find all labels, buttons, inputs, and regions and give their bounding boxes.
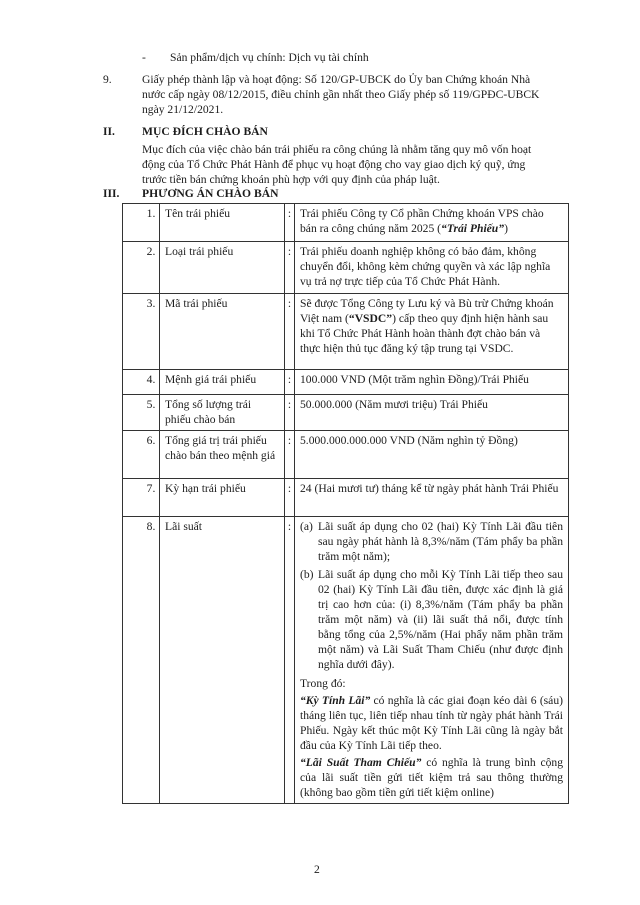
row-label: Kỳ hạn trái phiếu xyxy=(160,479,285,517)
row-label: Loại trái phiếu xyxy=(160,242,285,294)
table-row xyxy=(123,479,569,517)
row-value: 100.000 VND (Một trăm nghìn Đồng)/Trái Phiếu xyxy=(295,370,569,395)
item-9-line: Giấy phép thành lập và hoạt động: Số 120/GP-UBCK do Ủy ban Chứng khoán Nhà xyxy=(142,73,531,86)
item-9-line: nước cấp ngày 08/12/2015, điều chỉnh gần nhất theo Giấy phép số 119/GPĐC-UBCK xyxy=(142,88,540,101)
row-label: Tên trái phiếu xyxy=(160,204,285,242)
defined-term: “Kỳ Tính Lãi” xyxy=(300,694,371,707)
row-number: 4. xyxy=(123,370,160,395)
main-products-line: Sản phẩm/dịch vụ chính: Dịch vụ tài chính xyxy=(170,51,369,64)
definition-reference-rate xyxy=(300,755,563,800)
row-label: Mã trái phiếu xyxy=(160,294,285,370)
row-colon: : xyxy=(285,395,295,431)
table-row xyxy=(123,431,569,479)
interest-clause-b xyxy=(300,567,563,672)
row-number: 8. xyxy=(123,517,160,804)
section-2-title: MỤC ĐÍCH CHÀO BÁN xyxy=(142,125,268,138)
section-3-title: PHƯƠNG ÁN CHÀO BÁN xyxy=(142,187,279,200)
row-value: Trái phiếu doanh nghiệp không có bảo đảm, không chuyển đổi, không kèm chứng quyền và xác lập nghĩa vụ trả nợ trực tiếp của Tổ Chức Phát Hành. xyxy=(295,242,569,294)
clause-text: Lãi suất áp dụng cho mỗi Kỳ Tính Lãi tiếp theo sau 02 (hai) Kỳ Tính Lãi đầu tiên, được xác định là giá trị cao hơn của: (i) 8,3%/năm (Tám phẩy ba phần trăm một năm) và (ii) lãi suất thả nổi, được tính bằng tổng của 2,5%/năm (Hai phẩy năm phần trăm một năm) và Lãi Suất Tham Chiếu (như được định nghĩa dưới đây). xyxy=(318,568,563,671)
row-value xyxy=(295,517,569,804)
table-row xyxy=(123,294,569,370)
page-number: 2 xyxy=(314,863,320,876)
definitions-intro: Trong đó: xyxy=(300,677,346,690)
item-9-number: 9. xyxy=(103,73,112,86)
row-number: 6. xyxy=(123,431,160,479)
section-2-body xyxy=(142,142,572,187)
item-9-text xyxy=(142,72,572,117)
definition-text: có nghĩa là trung bình cộng của lãi suất tiền gửi tiết kiệm trả sau thông thường (không bao gồm tiền gửi tiết kiệm online) xyxy=(300,756,563,799)
row-colon: : xyxy=(285,204,295,242)
value-text-end: ) cấp theo quy định hiện hành sau khi Tổ Chức Phát Hành hoàn thành đợt chào bán và thực hiện thủ tục đăng ký tập trung tại VSDC. xyxy=(300,312,549,355)
row-number: 5. xyxy=(123,395,160,431)
row-value xyxy=(295,204,569,242)
row-label: Tổng giá trị trái phiếu chào bán theo mệnh giá xyxy=(160,431,285,479)
row-number: 3. xyxy=(123,294,160,370)
value-text-end: ) xyxy=(504,222,508,235)
section-2-line: Mục đích của việc chào bán trái phiếu ra công chúng là nhằm tăng quy mô vốn hoạt xyxy=(142,143,532,156)
row-colon: : xyxy=(285,242,295,294)
item-9-line: ngày 21/12/2021. xyxy=(142,103,224,116)
row-label: Lãi suất xyxy=(160,517,285,804)
clause-marker: (a) xyxy=(300,520,313,533)
row-label: Tổng số lượng trái phiếu chào bán xyxy=(160,395,285,431)
clause-text: Lãi suất áp dụng cho 02 (hai) Kỳ Tính Lãi đầu tiên sau ngày phát hành là 8,3%/năm (Tám phẩy ba phần trăm một năm); xyxy=(318,520,563,563)
table-row xyxy=(123,242,569,294)
definition-interest-period xyxy=(300,693,563,753)
clause-marker: (b) xyxy=(300,568,314,581)
value-defined-term: “VSDC” xyxy=(348,312,393,325)
row-number: 7. xyxy=(123,479,160,517)
row-label: Mệnh giá trái phiếu xyxy=(160,370,285,395)
definition-text: có nghĩa là các giai đoạn kéo dài 6 (sáu) tháng liên tục, liên tiếp nhau tính từ ngày phát hành Trái Phiếu. Ngày kết thúc một Kỳ Tính Lãi cũng là ngày bắt đầu của Kỳ Tính Lãi tiếp theo. xyxy=(300,694,563,752)
section-2-line: động của Tổ Chức Phát Hành để phục vụ hoạt động cho vay giao dịch ký quỹ, ứng xyxy=(142,158,526,171)
table-row xyxy=(123,517,569,804)
bullet-dash: - xyxy=(142,51,146,64)
row-number: 1. xyxy=(123,204,160,242)
value-text: Trái phiếu Công ty Cổ phần Chứng khoán VPS chào bán ra công chúng năm 2025 ( xyxy=(300,207,544,235)
offering-terms-table xyxy=(122,203,569,804)
row-number: 2. xyxy=(123,242,160,294)
row-colon: : xyxy=(285,294,295,370)
row-value: 24 (Hai mươi tư) tháng kể từ ngày phát hành Trái Phiếu xyxy=(295,479,569,517)
row-value: 5.000.000.000.000 VND (Năm nghìn tỷ Đồng) xyxy=(295,431,569,479)
row-colon: : xyxy=(285,370,295,395)
table-row xyxy=(123,370,569,395)
section-2-number: II. xyxy=(103,125,115,138)
value-text: Sẽ được Tổng Công ty Lưu ký và Bù trừ Chứng khoán Việt nam ( xyxy=(300,297,554,325)
defined-term: “Lãi Suất Tham Chiếu” xyxy=(300,756,422,769)
row-value xyxy=(295,294,569,370)
value-defined-term: “Trái Phiếu” xyxy=(441,222,505,235)
interest-clause-a xyxy=(300,519,563,564)
row-colon: : xyxy=(285,479,295,517)
section-3-number: III. xyxy=(103,187,120,200)
row-value: 50.000.000 (Năm mươi triệu) Trái Phiếu xyxy=(295,395,569,431)
table-row xyxy=(123,395,569,431)
section-2-line: trước tiền bán chứng khoán phù hợp với quy định của pháp luật. xyxy=(142,173,440,186)
table-row xyxy=(123,204,569,242)
row-colon: : xyxy=(285,517,295,804)
row-colon: : xyxy=(285,431,295,479)
